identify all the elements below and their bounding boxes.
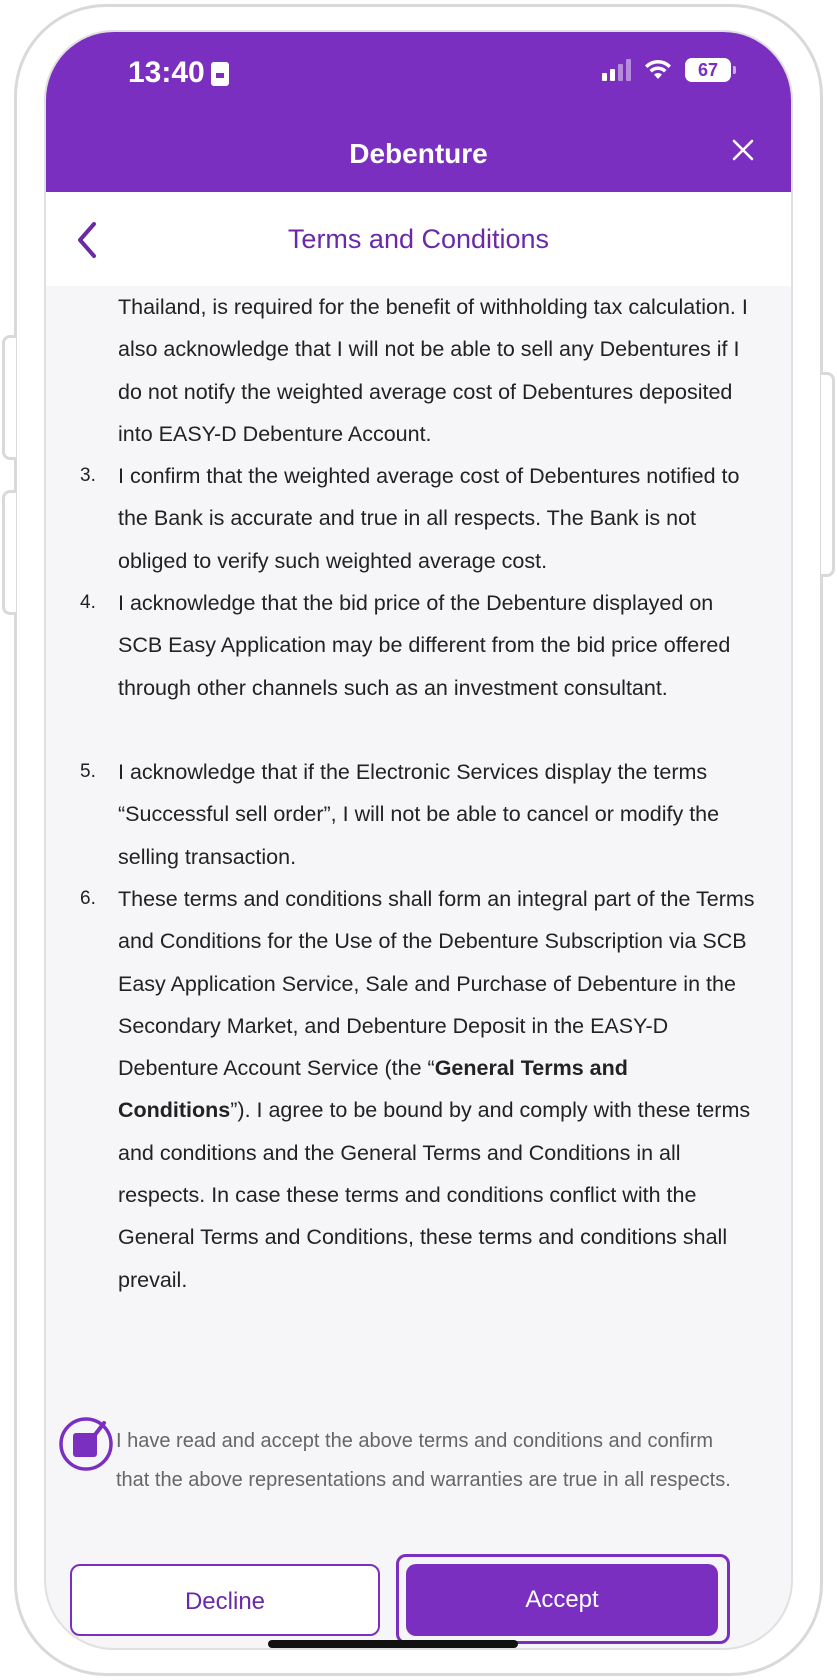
power-button — [821, 372, 835, 577]
sim-card-icon — [211, 62, 229, 86]
home-indicator — [268, 1640, 518, 1648]
battery-icon: 67 — [685, 58, 731, 82]
volume-down-button — [2, 490, 16, 615]
close-icon[interactable] — [725, 132, 761, 168]
item-number: 3. — [80, 465, 96, 486]
status-time — [128, 56, 229, 90]
item-text-part: ”). I agree to be bound by and comply with these terms and conditions and the General Terms and Conditions in all respects. In case these terms and conditions conflict with the General Terms and Conditions, these terms and conditions shall prevail. — [118, 1098, 751, 1292]
item-number: 4. — [80, 592, 96, 613]
status-indicators — [602, 58, 731, 82]
terms-item — [80, 455, 760, 582]
item-text — [118, 878, 760, 1301]
page-title: Debenture — [349, 138, 488, 169]
screen — [44, 30, 793, 1650]
item-text-part: These terms and conditions shall form an integral part of the Terms and Conditions for the Use of the Debenture Subscription via SCB Easy Application Service, Sale and Purchase of Debenture in the Secondary Market, and Debenture Deposit in the EASY-D Debenture Account Service (the “ — [118, 887, 755, 1081]
decline-button[interactable]: Decline — [70, 1564, 380, 1636]
item-text: I acknowledge that the bid price of the Debenture displayed on SCB Easy Application may be different from the bid price offered through other channels such as an investment consultant. — [118, 591, 731, 700]
item-text: I confirm that the weighted average cost of Debentures notified to the Bank is accurate and true in all respects. The Bank is not obliged to verify such weighted average cost. — [118, 464, 740, 573]
item-text-bold: General Terms and Conditions — [118, 1056, 628, 1123]
status-time-text: 13:40 — [128, 56, 205, 89]
terms-item — [80, 751, 760, 878]
consent-label: I have read and accept the above terms and conditions and confirm that the above representations and warranties are true in all respects. — [116, 1430, 731, 1491]
terms-item — [80, 878, 760, 1301]
item-number: 5. — [80, 761, 96, 782]
accept-button[interactable]: Accept — [406, 1564, 718, 1636]
accept-checkbox[interactable] — [58, 1416, 114, 1472]
top-bar — [46, 32, 791, 192]
wifi-icon — [643, 59, 673, 81]
sub-header — [46, 192, 791, 286]
terms-item — [80, 582, 760, 709]
volume-up-button — [2, 335, 16, 460]
item-number: 6. — [80, 888, 96, 909]
terms-paragraph: Thailand, is required for the benefit of withholding tax calculation. I also acknowledge that I will not be able to sell any Debentures if I do not notify the weighted average cost of Debentures deposited into EASY-D Debenture Account. — [118, 295, 748, 446]
item-text: I acknowledge that if the Electronic Services display the terms “Successful sell order”, I will not be able to cancel or modify the selling transaction. — [118, 760, 720, 869]
cellular-signal-icon — [602, 59, 631, 81]
section-title: Terms and Conditions — [287, 224, 550, 254]
